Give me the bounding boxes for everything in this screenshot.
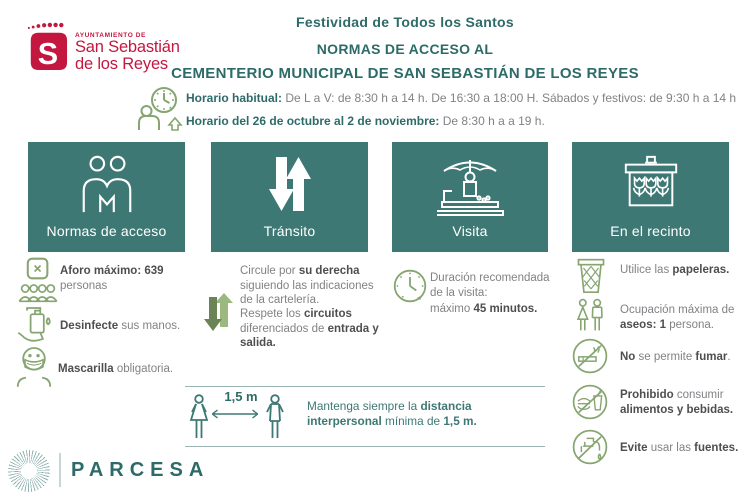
distance-value: 1,5 m [224,389,258,404]
card-label: En el recinto [610,223,691,239]
card-visita [392,142,548,252]
distance-text: Mantenga siempre la distancia interpersonal mínima de 1,5 m. [307,399,477,429]
trash-bin-icon [576,257,606,294]
svg-text:S: S [37,37,59,72]
page-title-line3: CEMENTERIO MUNICIPAL DE SAN SEBASTIÁN DE LOS REYES [171,65,639,82]
grave-visit-icon [432,153,508,217]
rule-fumar: No se permite fumar. [620,351,731,363]
flower-planter-icon [620,153,682,215]
visit-duration-text: Duración recomendada de la visita: [430,272,550,299]
rule-respete: Respete los circuitos diferenciados de entrada y salida. [240,308,379,350]
city-logo-line1: San Sebastián [75,38,180,56]
page-title-line1: Festividad de Todos los Santos [296,14,514,30]
rule-papeleras: Utilice las papeleras. [620,264,730,276]
card-label: Visita [452,223,488,239]
city-logo-line2: de los Reyes [75,54,168,73]
rule-desinfecte: Desinfecte sus manos. [60,320,181,332]
face-mask-icon [16,345,52,387]
clock-person-icon [137,85,183,131]
card-transito [211,142,368,252]
card-normas-de-acceso [28,142,185,252]
two-way-arrows-icon [264,153,316,215]
sunburst-icon [8,450,50,492]
rule-aseos: Ocupación máxima de aseos: 1 persona. [620,304,735,331]
rule-alimentos: Prohibido consumir alimentos y bebidas. [620,389,734,416]
city-logo-small-text: AYUNTAMIENTO DE [75,32,146,39]
footer-divider [59,453,61,487]
clock-icon [392,268,428,304]
rule-aforo: Aforo máximo: 639 personas [60,265,164,292]
man-figure-icon [264,394,286,440]
ssreyes-shield-icon [26,20,68,76]
rule-circule: Circule por su derecha siguiendo las indicaciones de la cartelería. [240,265,374,307]
hand-sanitizer-icon [16,301,54,345]
brand-parcesa: PARCESA [71,459,210,481]
restroom-icon [574,298,606,334]
no-fountain-icon [571,428,609,466]
page-title-line2: NORMAS DE ACCESO AL [316,41,494,57]
no-food-drink-icon [571,383,609,421]
visit-duration-max: máximo 45 minutos. [430,303,538,315]
schedule-regular: Horario habitual: De L a V: de 8:30 h a 14 h. De 16:30 a 18:00 H. Sábados y festivos: de 9:30 h a 14 h [186,91,737,105]
rule-mascarilla: Mascarilla obligatoria. [58,363,174,375]
card-en-el-recinto [572,142,729,252]
distance-arrow-icon [207,408,263,420]
capacity-counter-icon [18,257,58,303]
up-down-arrows-icon [204,291,234,333]
rule-fuentes: Evite usar las fuentes. [620,442,739,454]
schedule-special: Horario del 26 de octubre al 2 de noviembre: De 8:30 h a a 19 h. [186,114,545,128]
no-smoking-icon [571,337,609,375]
people-together-icon [76,153,138,215]
card-label: Normas de acceso [46,223,167,239]
card-label: Tránsito [263,223,316,239]
